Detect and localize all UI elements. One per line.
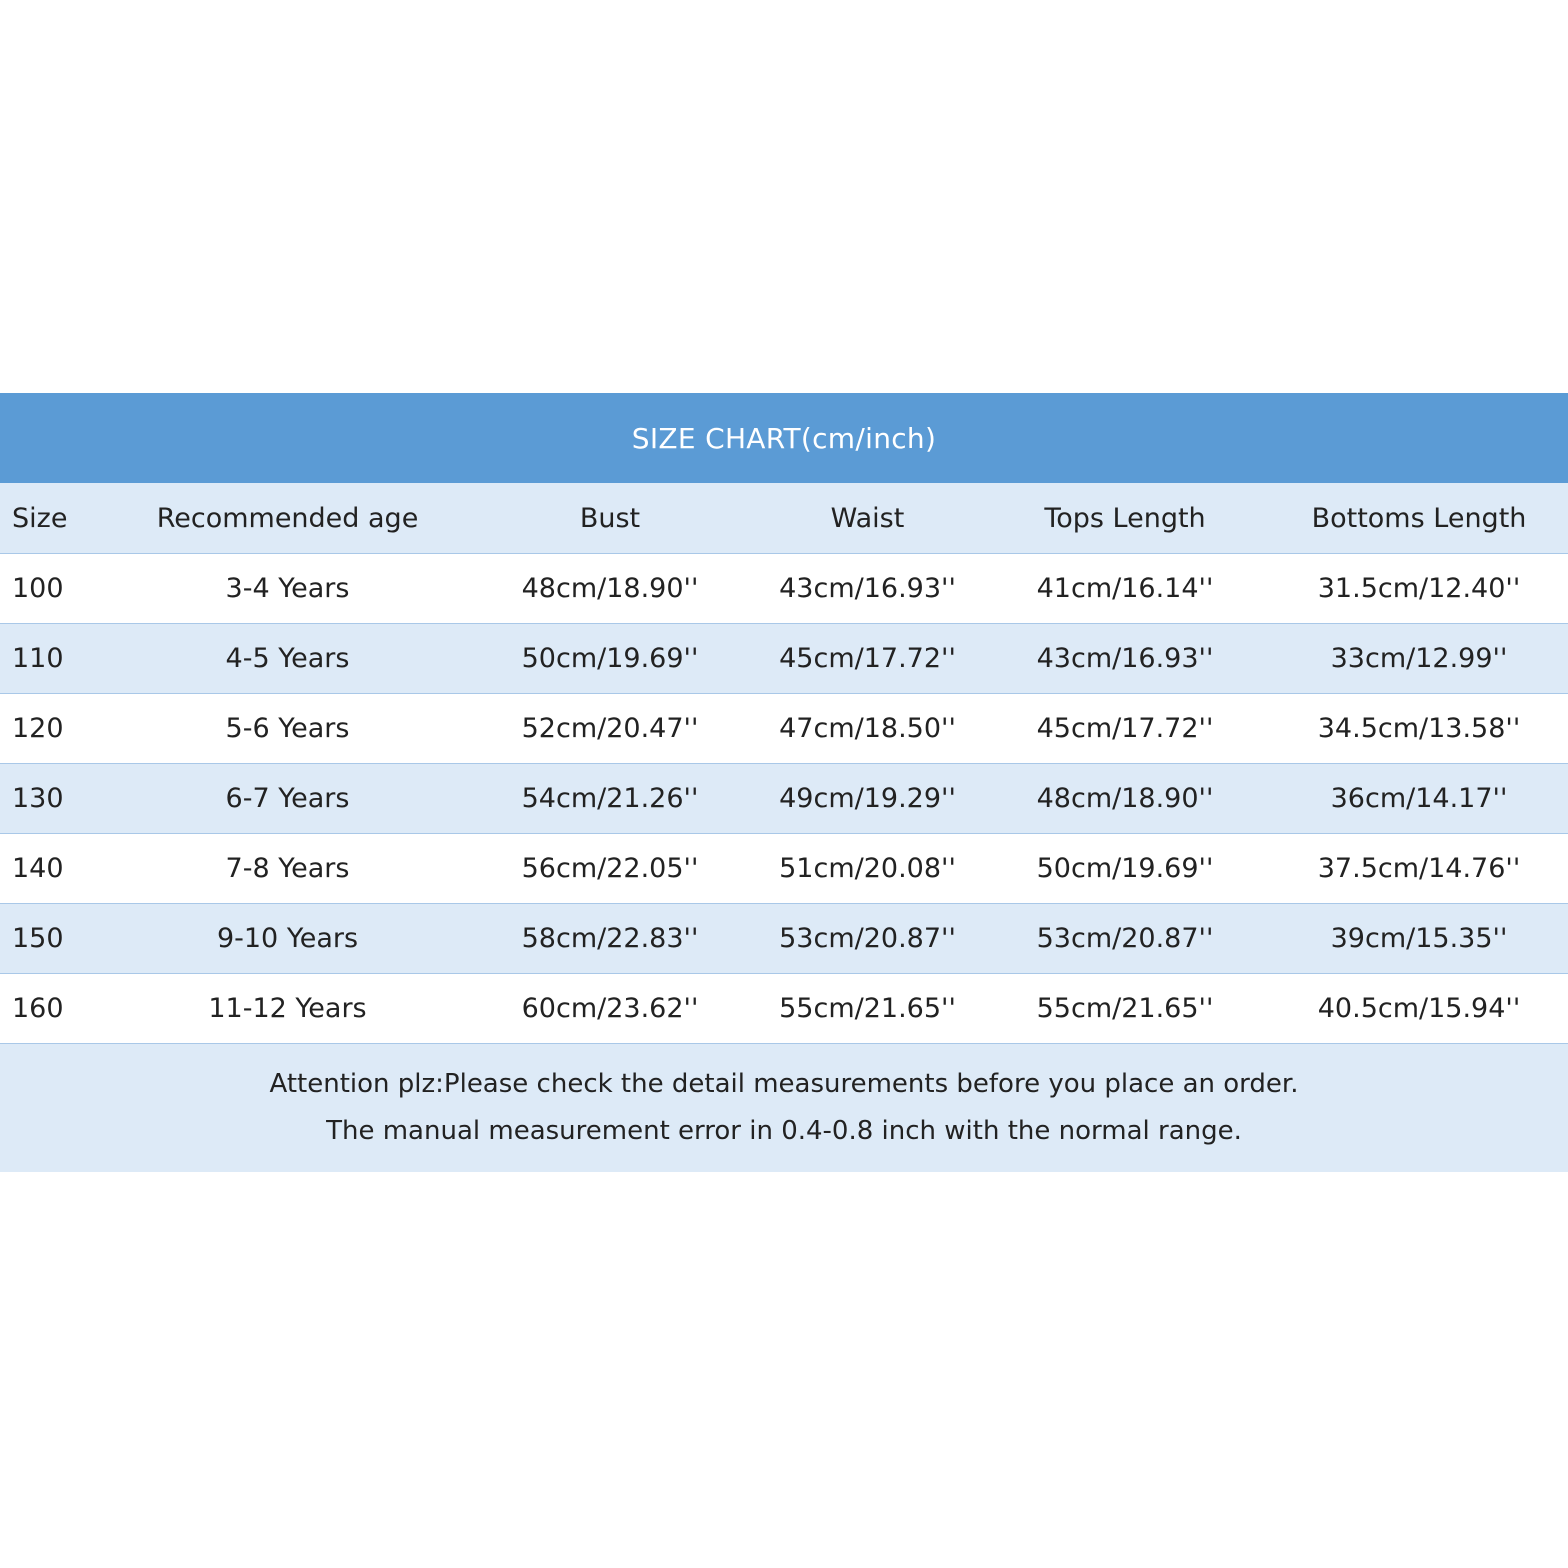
cell-bust: 54cm/21.26'' [465, 764, 755, 834]
cell-tops-length: 48cm/18.90'' [980, 764, 1270, 834]
cell-size: 140 [0, 834, 110, 904]
cell-waist: 45cm/17.72'' [755, 624, 980, 694]
cell-waist: 49cm/19.29'' [755, 764, 980, 834]
size-table [0, 483, 1568, 1044]
cell-bottoms-length: 39cm/15.35'' [1270, 904, 1568, 974]
cell-recommended-age: 11-12 Years [110, 974, 465, 1044]
cell-bottoms-length: 31.5cm/12.40'' [1270, 554, 1568, 624]
cell-bust: 48cm/18.90'' [465, 554, 755, 624]
cell-bust: 50cm/19.69'' [465, 624, 755, 694]
cell-tops-length: 55cm/21.65'' [980, 974, 1270, 1044]
cell-bust: 56cm/22.05'' [465, 834, 755, 904]
cell-recommended-age: 9-10 Years [110, 904, 465, 974]
table-row [0, 904, 1568, 974]
column-header-recommended-age: Recommended age [110, 483, 465, 554]
cell-waist: 47cm/18.50'' [755, 694, 980, 764]
table-row [0, 764, 1568, 834]
cell-size: 160 [0, 974, 110, 1044]
cell-recommended-age: 6-7 Years [110, 764, 465, 834]
cell-tops-length: 45cm/17.72'' [980, 694, 1270, 764]
note-line-attention: Attention plz:Please check the detail measurements before you place an order. [269, 1069, 1299, 1099]
cell-bottoms-length: 34.5cm/13.58'' [1270, 694, 1568, 764]
cell-bottoms-length: 36cm/14.17'' [1270, 764, 1568, 834]
cell-tops-length: 41cm/16.14'' [980, 554, 1270, 624]
note-line-measurement-error: The manual measurement error in 0.4-0.8 inch with the normal range. [326, 1116, 1242, 1146]
cell-recommended-age: 3-4 Years [110, 554, 465, 624]
cell-bust: 58cm/22.83'' [465, 904, 755, 974]
size-chart [0, 393, 1568, 1172]
header-row [0, 483, 1568, 554]
cell-recommended-age: 7-8 Years [110, 834, 465, 904]
cell-size: 100 [0, 554, 110, 624]
cell-bottoms-length: 37.5cm/14.76'' [1270, 834, 1568, 904]
column-header-size: Size [0, 483, 110, 554]
cell-recommended-age: 4-5 Years [110, 624, 465, 694]
cell-waist: 51cm/20.08'' [755, 834, 980, 904]
cell-bust: 60cm/23.62'' [465, 974, 755, 1044]
cell-tops-length: 43cm/16.93'' [980, 624, 1270, 694]
cell-tops-length: 53cm/20.87'' [980, 904, 1270, 974]
table-row [0, 624, 1568, 694]
table-row [0, 834, 1568, 904]
column-header-tops-length: Tops Length [980, 483, 1270, 554]
cell-size: 130 [0, 764, 110, 834]
cell-size: 110 [0, 624, 110, 694]
chart-title: SIZE CHART(cm/inch) [0, 393, 1568, 483]
measurement-note [0, 1044, 1568, 1172]
cell-bottoms-length: 33cm/12.99'' [1270, 624, 1568, 694]
cell-tops-length: 50cm/19.69'' [980, 834, 1270, 904]
cell-recommended-age: 5-6 Years [110, 694, 465, 764]
column-header-bottoms-length: Bottoms Length [1270, 483, 1568, 554]
table-row [0, 554, 1568, 624]
table-row [0, 694, 1568, 764]
cell-bottoms-length: 40.5cm/15.94'' [1270, 974, 1568, 1044]
cell-size: 150 [0, 904, 110, 974]
column-header-bust: Bust [465, 483, 755, 554]
cell-bust: 52cm/20.47'' [465, 694, 755, 764]
cell-size: 120 [0, 694, 110, 764]
column-header-waist: Waist [755, 483, 980, 554]
table-row [0, 974, 1568, 1044]
cell-waist: 55cm/21.65'' [755, 974, 980, 1044]
cell-waist: 53cm/20.87'' [755, 904, 980, 974]
cell-waist: 43cm/16.93'' [755, 554, 980, 624]
